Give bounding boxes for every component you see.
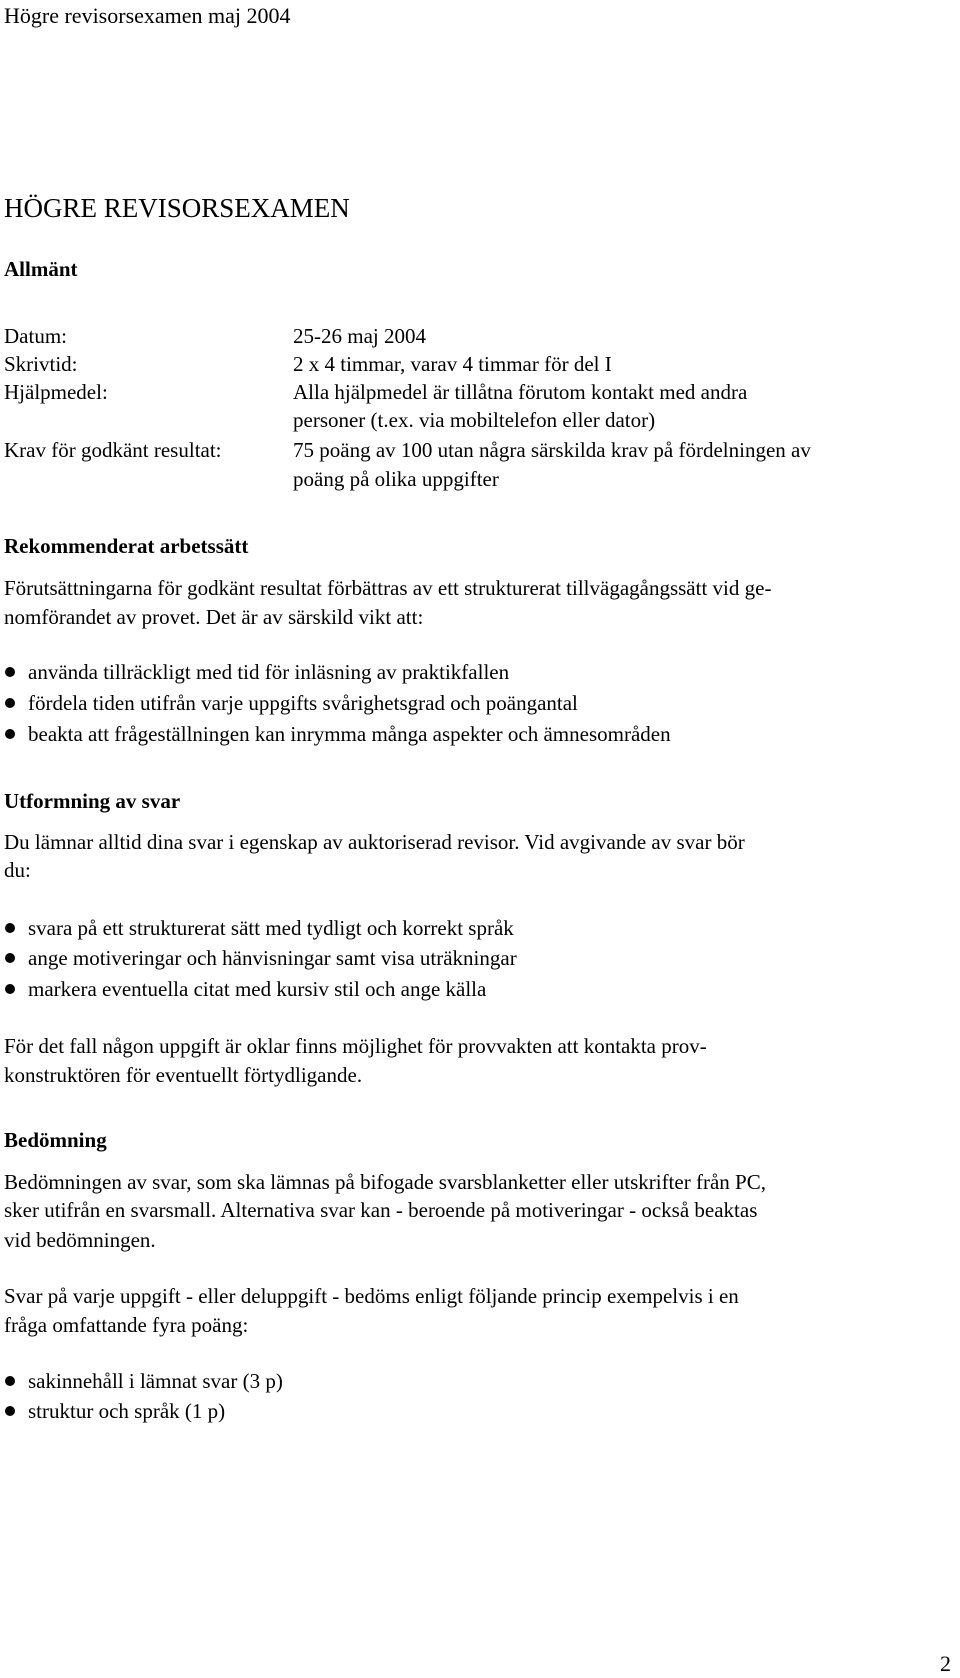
info-value-hjalpmedel-line-2: personer (t.ex. via mobiltelefon eller dator) [293,408,656,432]
bullet-icon [5,729,15,739]
page-number: 2 [940,1651,951,1676]
paragraph-line: Förutsättningarna för godkänt resultat förbättras av ett strukturerat tillvägagångssätt vid ge- [4,576,772,600]
paragraph-line: Du lämnar alltid dina svar i egenskap av auktoriserad revisor. Vid avgivande av svar bör [4,830,745,854]
running-header: Högre revisorsexamen maj 2004 [4,3,291,28]
info-value-hjalpmedel-line-1: Alla hjälpmedel är tillåtna förutom kontakt med andra [293,380,748,404]
section-heading-bedomning: Bedömning [4,1128,107,1152]
bullet-icon [5,1406,15,1416]
paragraph-line: fråga omfattande fyra poäng: [4,1313,249,1337]
list-item: sakinnehåll i lämnat svar (3 p) [0,1367,950,1395]
info-label-datum: Datum: [4,324,67,348]
info-label-krav: Krav för godkänt resultat: [4,438,222,462]
section-heading-arbetssatt: Rekommenderat arbetssätt [4,534,249,558]
paragraph-line: Bedömningen av svar, som ska lämnas på bifogade svarsblanketter eller utskrifter från PC, [4,1170,766,1194]
info-label-hjalpmedel: Hjälpmedel: [4,380,108,404]
paragraph-line: konstruktören för eventuellt förtydligande. [4,1063,363,1087]
info-value-datum: 25-26 maj 2004 [293,324,426,348]
list-item: beakta att frågeställningen kan inrymma många aspekter och ämnesområden [0,720,950,748]
paragraph-line: Svar på varje uppgift - eller deluppgift - bedöms enligt följande princip exempelvis i en [4,1284,739,1308]
info-value-krav-line-2: poäng på olika uppgifter [293,467,499,491]
info-label-skrivtid: Skrivtid: [4,352,78,376]
list-item: använda tillräckligt med tid för inläsning av praktikfallen [0,658,950,686]
bullet-icon [5,984,15,994]
document-title: HÖGRE REVISORSEXAMEN [4,193,350,223]
bullet-icon [5,923,15,933]
list-item: struktur och språk (1 p) [0,1397,950,1425]
info-value-krav-line-1: 75 poäng av 100 utan några särskilda krav på fördelningen av [293,438,811,462]
paragraph-line: vid bedömningen. [4,1228,156,1252]
paragraph-line: nomförandet av provet. Det är av särskild vikt att: [4,605,424,629]
bullet-icon [5,698,15,708]
info-value-skrivtid: 2 x 4 timmar, varav 4 timmar för del I [293,352,612,376]
list-item: ange motiveringar och hänvisningar samt visa uträkningar [0,944,950,972]
paragraph-line: sker utifrån en svarsmall. Alternativa svar kan - beroende på motiveringar - också beaktas [4,1198,758,1222]
paragraph-line: För det fall någon uppgift är oklar finns möjlighet för provvakten att kontakta prov- [4,1034,707,1058]
section-heading-allmant: Allmänt [4,257,78,281]
section-heading-utformning: Utformning av svar [4,789,181,813]
bullet-icon [5,953,15,963]
paragraph-line: du: [4,858,31,882]
list-item: fördela tiden utifrån varje uppgifts svårighetsgrad och poängantal [0,689,950,717]
bullet-icon [5,667,15,677]
list-item: svara på ett strukturerat sätt med tydligt och korrekt språk [0,914,950,942]
list-item: markera eventuella citat med kursiv stil och ange källa [0,975,950,1003]
bullet-icon [5,1376,15,1386]
